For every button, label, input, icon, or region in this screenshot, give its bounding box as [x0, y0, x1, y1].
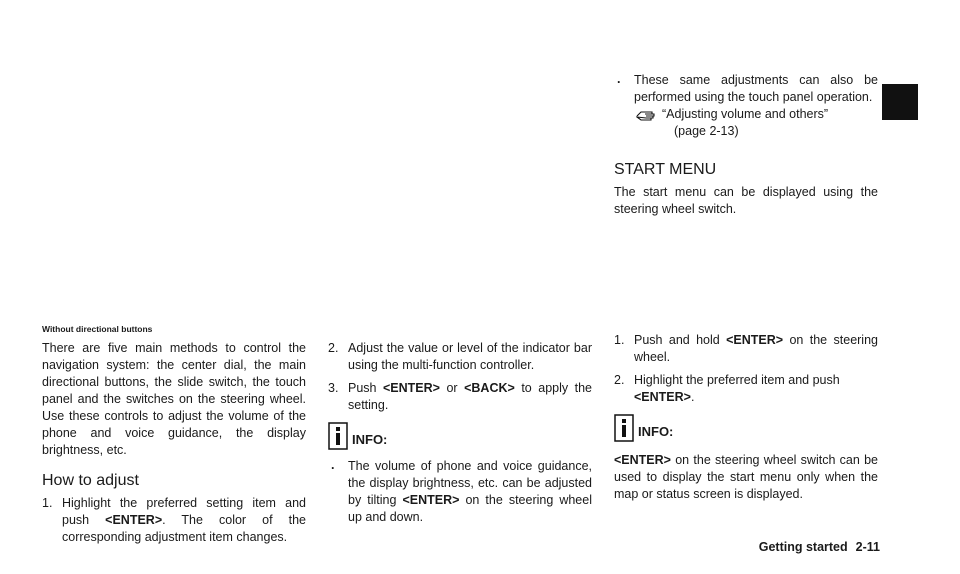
bullet-dot: .: [617, 72, 621, 86]
info-block: [328, 422, 592, 452]
step-number: 3.: [328, 381, 339, 395]
page-number: 2-11: [855, 540, 880, 554]
info-label: INFO:: [638, 424, 674, 439]
chapter-tab-marker: [882, 84, 918, 120]
step-2: 2. Highlight the preferred item and push <ENTER>.: [614, 373, 840, 404]
step-number: 1.: [42, 496, 53, 510]
bullet-item: . These same adjustments can also be performed using the touch panel operation.: [617, 72, 878, 104]
step-number: 2.: [614, 373, 625, 387]
start-menu-intro: The start menu can be displayed using the steering wheel switch.: [614, 185, 878, 216]
enter-key-label: <ENTER>: [383, 381, 440, 395]
section-heading-start-menu: START MENU: [614, 161, 717, 178]
back-key-label: <BACK>: [464, 381, 515, 395]
footer-section-title: Getting started: [758, 540, 848, 554]
step-3: 3. Push <ENTER> or <BACK> to apply the setting.: [328, 381, 593, 412]
enter-key-label: <ENTER>: [634, 390, 691, 404]
cross-reference: [614, 106, 878, 140]
pointing-hand-icon: [636, 108, 658, 122]
reference-title: “Adjusting volume and others”: [662, 107, 829, 121]
enter-key-label: <ENTER>: [105, 513, 163, 527]
bullet-item: . The volume of phone and voice guidance, the display brightness, etc. can be adjusted by tilting <ENTER> on the steering wheel up and down.: [331, 458, 592, 524]
intro-paragraph: There are five main methods to control the navigation system: the center dial, the main directional buttons, the slide switch, the touch panel and the switches on the steering wheel. Use these controls to adjust the volume of the phone and voice guidance, the display brightness, etc.: [42, 341, 306, 457]
column-1: [42, 340, 306, 546]
info-icon: [328, 422, 348, 450]
enter-key-label: <ENTER>: [614, 453, 671, 467]
step-number: 1.: [614, 333, 625, 347]
info-icon: [614, 414, 634, 442]
enter-key-label: <ENTER>: [402, 493, 460, 507]
enter-key-label: <ENTER>: [726, 333, 784, 347]
step-2: 2. Adjust the value or level of the indicator bar using the multi-function controller.: [328, 341, 592, 372]
bullet-dot: .: [331, 458, 335, 472]
info-text: <ENTER> on the steering wheel switch can be used to display the start menu only when the map or status screen is displayed.: [614, 453, 878, 501]
column-3-top: [614, 72, 878, 218]
info-block: [614, 414, 878, 444]
figure-caption: Without directional buttons: [42, 324, 153, 334]
info-label: INFO:: [352, 432, 388, 447]
step-number: 2.: [328, 341, 339, 355]
reference-page: (page 2-13): [674, 124, 739, 138]
column-2: [328, 340, 592, 526]
step-1: 1. Push and hold <ENTER> on the steering wheel.: [614, 333, 878, 364]
page-footer: [759, 540, 880, 554]
step-1: 1. Highlight the preferred setting item and push <ENTER>. The color of the corresponding adjustment item changes.: [42, 496, 306, 544]
column-3-bottom: [614, 332, 878, 503]
section-heading-how-to-adjust: How to adjust: [42, 472, 139, 489]
